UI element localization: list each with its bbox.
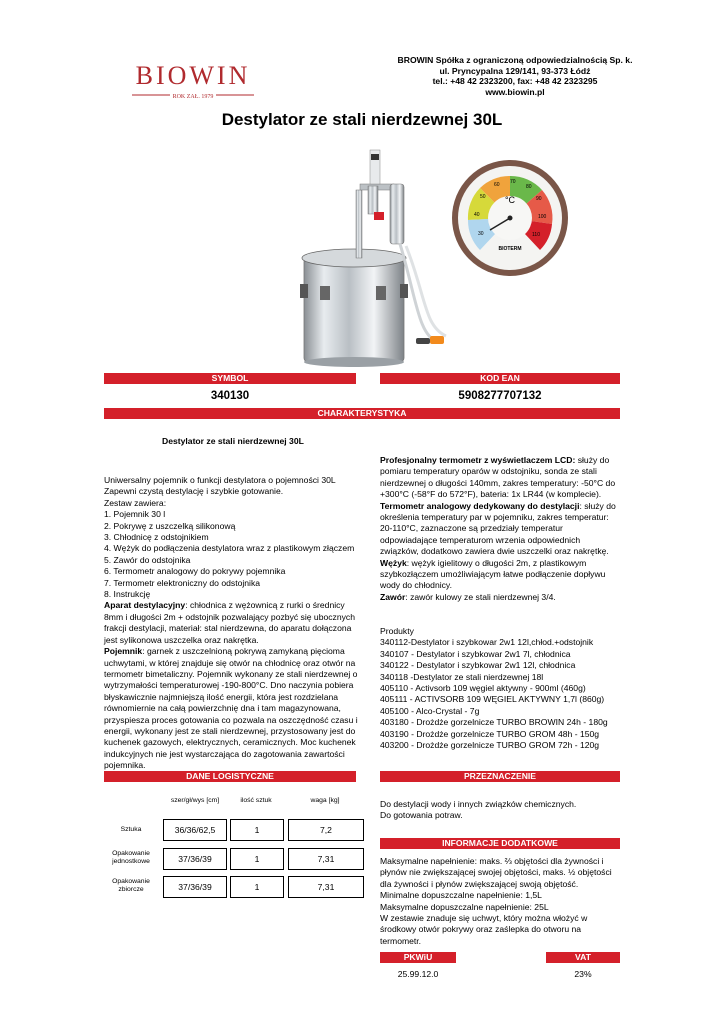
unit-package-dims: 37/36/39 (163, 848, 227, 870)
thermo-brand: BIOTERM (498, 246, 522, 252)
thermo-unit: °C (504, 195, 516, 205)
collective-package-dims: 37/36/39 (163, 876, 227, 898)
products-label: Produkty (380, 626, 414, 636)
list-item: 405100 - Alco-Crystal - 7g (380, 705, 480, 716)
thermometer-dial-image (450, 158, 570, 278)
description-heading: Destylator ze stali nierdzewnej 30L (162, 436, 304, 446)
svg-text:50: 50 (480, 194, 486, 200)
unit-package-weight: 7,31 (288, 848, 364, 870)
list-item: 340112-Destylator i szybkowar 2w1 12l,chłod.+odstojnik (380, 637, 594, 648)
svg-text:100: 100 (538, 214, 547, 220)
logo-text: BIOWIN (135, 61, 251, 90)
logo-subtext: ROK ZAŁ. 1979 (172, 94, 214, 100)
piece-qty: 1 (230, 819, 284, 841)
col-weight-header: waga [kg] (310, 797, 340, 804)
logistics-header: DANE LOGISTYCZNE (104, 771, 356, 782)
col-dims-header: szer/gł/wys [cm] (170, 797, 220, 804)
row-label-collective-package: Opakowanie zbiorcze (112, 878, 150, 894)
collective-package-weight: 7,31 (288, 876, 364, 898)
biowin-logo (118, 58, 268, 108)
row-label-unit-package: Opakowanie jednostkowe (112, 850, 150, 866)
product-photo (298, 146, 458, 368)
hose-label: Wężyk (380, 557, 407, 568)
purpose-header: PRZEZNACZENIE (380, 771, 620, 782)
lcd-thermometer-label: Profesjonalny termometr z wyświetlaczem LCD: (380, 455, 576, 465)
list-item: 340122 - Destylator i szybkowar 2w1 12l, chłodnica (380, 660, 576, 671)
pkwiu-header: PKWiU (380, 952, 456, 963)
svg-text:30: 30 (478, 231, 484, 237)
svg-text:40: 40 (474, 212, 480, 218)
company-address: ul. Pryncypalna 129/141, 93-373 Łódź (439, 65, 591, 76)
additional-info-text: Maksymalne napełnienie: maks. ⅔ objętości dla żywności i płynów nie zwiększającej swojej objętości, maks. ½ objętości dla żywności i płynów zwiększającej swoją objętość. Minimalne dopuszczalne napełnienie: 1,5L Maksymalne dopuszczalne napełnienie: 25L W zestawie znaduje się uchwyt, który można włożyć w środkowy otwór pokrywy oraz zaślepka do otworu na termometr. (380, 856, 612, 946)
list-item: 403200 - Drożdże gorzelnicze TURBO GROM 72h - 120g (380, 740, 600, 751)
symbol-value: 340130 (210, 390, 250, 402)
ean-value: 5908277707132 (458, 390, 542, 402)
analog-thermometer-label: Termometr analogowy dedykowany do destylacji (380, 500, 580, 511)
list-item: 405111 - ACTIVSORB 109 WĘGIEL AKTYWNY 1,7l (860g) (380, 694, 605, 705)
list-item: 340118 -Destylator ze stali nierdzewnej 18l (380, 671, 544, 682)
vat-value: 23% (574, 969, 592, 979)
company-website[interactable]: www.biowin.pl (485, 86, 545, 97)
company-name: BROWIN Spółka z ograniczoną odpowiedzialnością Sp. k. (397, 55, 633, 65)
additional-info-header: INFORMACJE DODATKOWE (380, 838, 620, 849)
symbol-header: SYMBOL (104, 373, 356, 384)
description-right: Profesjonalny termometr z wyświetlaczem LCD: służy do pomiaru temperatury oparów w odstojniku, sonda ze stali nierdzewnej o długości 140mm, zakres temperatury: -50°C do +300°C (-58°F do 572°F), bateria: 1x LR44 (w komplecie). Termometr analogowy dedykowany do destylacji: służy do określenia temperatury par w pojemniku, zakres temperatur: 20-110°C, zaznaczone są przedziały temperatur odpowiadające temperaturom wrzenia odpowiednich związków, dodatkowo zawiera dwie uszczelki oraz nakrętkę. Wężyk: wężyk igielitowy o długości 2m, z plastikowym szybkozłączem umożliwiającym łatwe podłączenie dopływu wody do chłodnicy. Zawór: zawór kulowy ze stali nierdzewnej 3/4. (380, 455, 616, 602)
ean-header: KOD EAN (380, 373, 620, 384)
col-qty-header: ilość sztuk (240, 797, 272, 804)
products-list (380, 626, 630, 751)
list-item: 340107 - Destylator i szybkowar 2w1 7l, chłodnica (380, 648, 571, 659)
svg-text:80: 80 (526, 184, 532, 190)
svg-text:60: 60 (494, 182, 500, 188)
piece-dims: 36/36/62,5 (163, 819, 227, 841)
page-title: Destylator ze stali nierdzewnej 30L (221, 110, 503, 129)
collective-package-qty: 1 (230, 876, 284, 898)
list-item: 405110 - Activsorb 109 węgiel aktywny - 900ml (460g) (380, 683, 586, 694)
vat-header: VAT (546, 952, 620, 963)
description-left: Uniwersalny pojemnik o funkcji destylatora o pojemności 30L Zapewni czystą destylację i szybkie gotowanie. Zestaw zawiera: 1. Pojemnik 30 l 2. Pokrywę z uszczelką silikonową 3. Chłodnicę z odstojnikiem 4. Wężyk do podłączenia destylatora wraz z plastikowym złączem 5. Zawór do odstojnika 6. Termometr analogowy do pokrywy pojemnika 7. Termometr elektroniczny do odstojnika 8. Instrukcję Aparat destylacyjny: chłodnica z wężownicą z rurki o średnicy 8mm i długości 2m + odstojnik pozwalający pozbyć się ubocznych frakcji destylacji, materiał: stal nierdzewna, do aparatu dołączona jest sylikonowa uszczelka oraz nakrętka. Pojemnik: garnek z uszczelnioną pokrywą zamykaną pięcioma uchwytami, w której znajduje się otwór na chłodnicę oraz otwór na termometr bimetaliczny. Pojemnik wykonany ze stali nierdzewnej o wytrzymałości temperaturowej -190-800°C. Dno naczynia pobiera błyskawicznie najmniejszą ilość energii, która jest rozdzielana równomiernie na całą powierzchnię dna i tam magazynowana, przyspiesza proces gotowania co pozwala na oszczędność czasu i energii, wykonany jest ze stali nierdzewnej, przystosowany jest do kuchenek gazowych, elektrycznych, ceramicznych. Moc kuchenek indukcyjnych nie jest wystarczająca do zagotowania zawartości pojemnika. (104, 475, 358, 771)
company-phone: tel.: +48 42 2323200, fax: +48 42 2323295 (432, 76, 598, 86)
list-item: 403180 - Drożdże gorzelnicze TURBO BROWIN 24h - 180g (380, 717, 608, 728)
svg-text:70: 70 (510, 179, 516, 185)
valve-label: Zawór (380, 591, 406, 602)
pkwiu-value: 25.99.12.0 (397, 969, 439, 979)
company-info (350, 55, 680, 97)
pojemnik-label: Pojemnik (104, 646, 143, 657)
characteristics-header: CHARAKTERYSTYKA (104, 408, 620, 419)
purpose-text: Do destylacji wody i innych związków chemicznych. Do gotowania potraw. (380, 799, 577, 821)
row-label-piece: Sztuka (120, 826, 142, 833)
unit-package-qty: 1 (230, 848, 284, 870)
svg-text:110: 110 (532, 232, 540, 238)
svg-text:90: 90 (536, 196, 542, 202)
aparat-label: Aparat destylacyjny (104, 600, 186, 611)
piece-weight: 7,2 (288, 819, 364, 841)
list-item: 403190 - Drożdże gorzelnicze TURBO GROM 48h - 150g (380, 728, 600, 739)
